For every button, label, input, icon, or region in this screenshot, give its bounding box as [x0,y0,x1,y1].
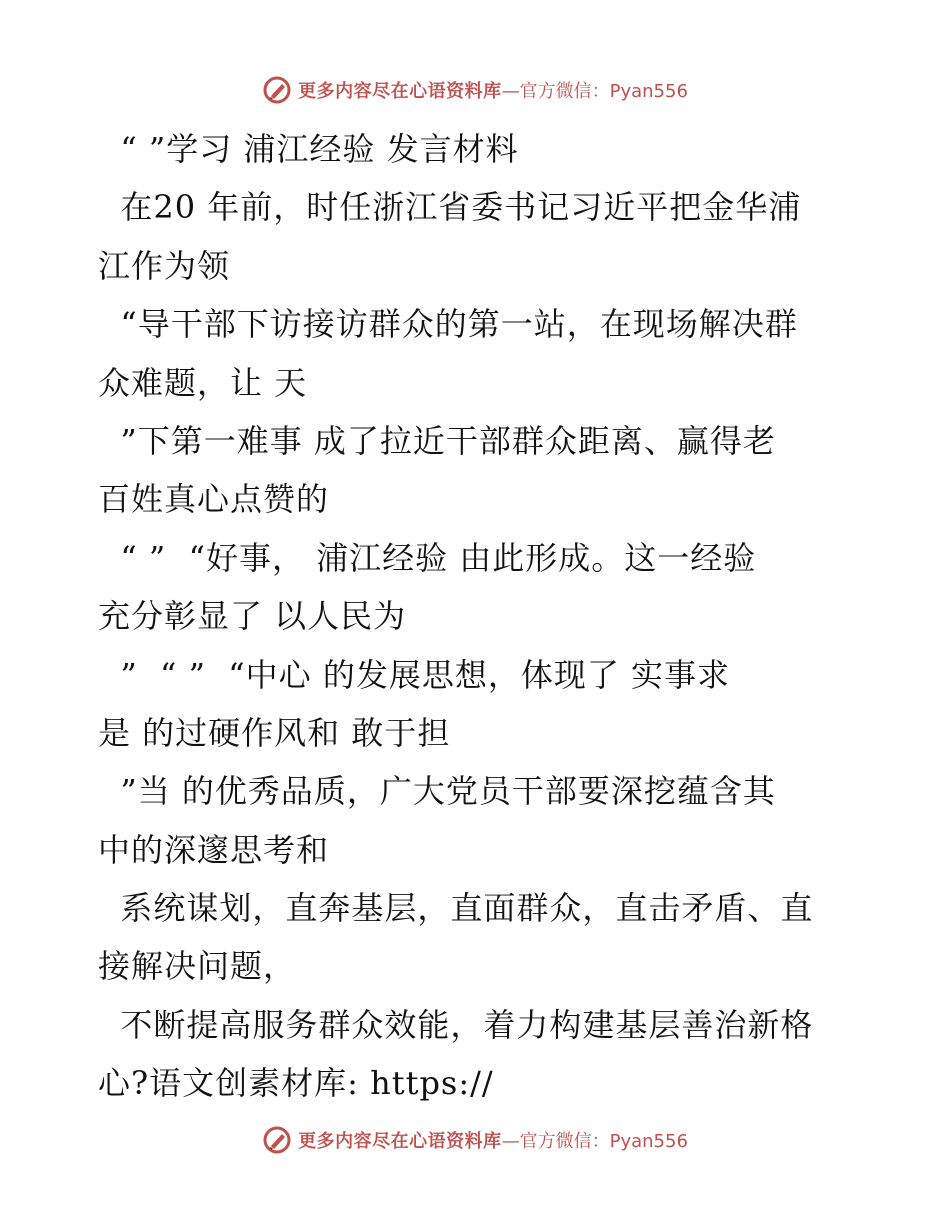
text-line: 系统谋划，直奔基层，直面群众，直击矛盾、直 [98,889,814,928]
text-line: 心?语文创素材库: https:// [98,1064,494,1103]
document-body [98,120,858,1113]
text-line: “ ”学习 浦江经验 发言材料 [98,130,519,168]
text-line: 充分彰显了 以人民为 [98,597,407,636]
site-name-text: 更多内容尽在心语资料库 [298,1131,502,1152]
text-line: 是 的过硬作风和 敢于担 [98,713,451,752]
text-line: “导干部下访接访群众的第一站，在现场解决群 [98,305,798,344]
text-line: “ ” “好事， 浦江经验 由此形成。这一经验 [98,538,757,577]
pen-logo-icon [262,75,292,105]
text-line: ” “ ” “中心 的发展思想，体现了 实事求 [98,655,730,694]
contact-text: —官方微信：Pyan556 [501,1131,688,1152]
text-line: 在20 年前，时任浙江省委书记习近平把金华浦 [98,188,802,227]
text-line: 不断提高服务群众效能，着力构建基层善治新格 [98,1005,814,1044]
text-line: 中的深邃思考和 [98,830,330,869]
text-line: ”当 的优秀品质，广大党员干部要深挖蕴含其 [98,772,776,811]
pen-logo-icon [262,1125,292,1155]
header-banner [0,70,950,110]
text-line: 接解决问题， [98,947,297,986]
text-line: 江作为领 [98,246,231,285]
text-line: 百姓真心点赞的 [98,480,330,519]
contact-text: —官方微信：Pyan556 [501,81,688,102]
text-line: 众难题，让 天 [98,363,308,402]
footer-banner [0,1120,950,1160]
site-name-text: 更多内容尽在心语资料库 [298,81,502,102]
text-line: ”下第一难事 成了拉近干部群众距离、赢得老 [98,421,776,460]
